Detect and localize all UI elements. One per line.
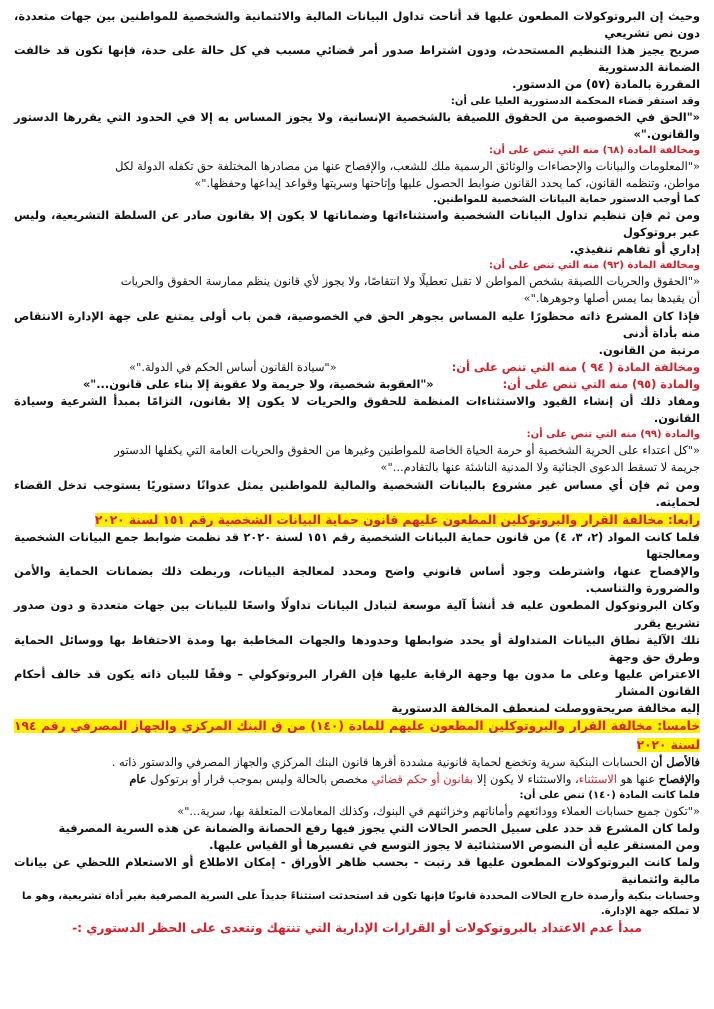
text-line: والإفصاح عنها، واشترطت وجود أساس قانوني واضح ومحدد لمعالجة البيانات، وربطت ذلك بضمانات الحماية والأمن والضرورة والتناسب. [14,564,700,596]
text-line: صريح يجيز هذا التنظيم المستحدث، ودون اشتراط صدور أمر قضائي مسبب في كل حالة على حدة، فإنها تكون قد خالفت الضمانة الدستورية [14,43,700,75]
text-span: عام [129,771,147,786]
text-line: الاعتراض عليها وعلى ما مدون بها وجهة الرقابة عليها فإن القرار البروتوكولي – وفقًا للبيان ذاته يكون قد خالف أحكام القانون المشار [14,666,700,699]
text-line [14,919,700,937]
text-line: ومن ثم فإن تنظيم تداول البيانات الشخصية واستثناءاتها وضماناتها لا يكون إلا بقانون صادر عن السلطة التشريعية، وليس عبر بروتوكول [14,207,700,240]
text-span: والإفصاح [658,771,700,786]
text-line [14,258,700,273]
text-line [14,376,700,393]
red-heading-text: والمادة (٩٩) منه التي تنص على أن: [526,429,700,441]
text-line: إداري أو تفاهم تنفيذي. [569,242,700,257]
text-line: ومفاد ذلك أن إنشاء القيود والاستثناءات المنظمة للحقوق والحريات لا يكون إلا بقانون، التزامًا بمبدأ الشرعية وسيادة القانون. [14,394,700,426]
text-span: ، والاستثناء لا يكون إلا [473,771,579,786]
text-line [14,771,700,788]
red-heading-text: ومخالفة المادة (٦٨) منه التي تنص على أن: [489,144,700,156]
text-span: عنها هو [616,771,659,786]
text-line [14,511,700,529]
text-line [14,717,700,754]
text-line: فإذا كان المشرع ذاته محظورًا عليه المساس بجوهر الحق في الخصوصية، فمن باب أولى يمتنع على جهة الإدارة الانتقاص منه بأداة أدنى [14,308,700,340]
text-line: وقد استقر قضاء المحكمة الدستورية العليا على أن: [450,95,700,107]
text-span: فالأصل أن [650,754,700,769]
text-line: ولما كانت البروتوكولات المطعون عليها قد رتبت - بحسب ظاهر الأوراق - إمكان الاطلاع أو الاستعلام اللحظي عن بيانات مالية وائتمانية [14,855,700,887]
text-line: وكان البروتوكول المطعون عليه قد أنشأ آلية موسعة لتبادل البيانات تداولًا واسعًا للبيانات بين جهات متعددة و دون صدور تشريع يقرر [14,598,700,630]
text-line: المقررة بالمادة (٥٧) من الدستور. [512,77,700,92]
text-line: ومن ثم فإن أي مساس غير مشروع بالبيانات الشخصية والمالية للمواطنين يمثل عدوانًا دستوريًا يستوجب تدخل القضاء لحمايته. [14,477,700,509]
red-heading-text: والمادة (٩٥) منه التي تنص على أن: [502,376,700,391]
text-line [14,359,700,376]
text-line: «"تكون جميع حسابات العملاء وودائعهم وأماناتهم وخزائنهم في البنوك، وكذلك المعاملات المتعلقة بها، سرية..."» [177,804,700,819]
red-heading-text: رابعا: مخالفة القرار والبروتوكلين المطعون عليهم قانون حماية البيانات الشخصية رقم ١٥١ لسنة ٢٠٢٠ [94,512,700,527]
text-line: مرتبة من القانون. [598,342,700,357]
text-line: جريمة لا تسقط الدعوى الجنائية ولا المدنية الناشئة عنها بالتقادم..."» [380,460,700,475]
text-line: تلك الآلية نطاق البيانات المتداولة أو يحدد ضوابطها وحدودها والجهات المخاطبة بها ومدة الاحتفاظ بها ووسائل الحماية وطرق حق وجهة [14,632,700,664]
text-line: لا تملكه جهة الإدارة. [600,905,700,917]
red-heading-text: الاستثناء [578,771,617,786]
red-heading-text: بقانون أو حكم قضائي [371,771,474,786]
text-line: «"المعلومات والبيانات والإحصاءات والوثائق الرسمية ملك للشعب، والإفصاح عنها من مصادرها المختلفة حق تكفله الدولة لكل [115,158,700,173]
text-line: «"الحق في الخصوصية من الحقوق اللصيقة بالشخصية الإنسانية، ولا يجوز المساس به إلا في الحدود التي يقررها الدستور والقانون."» [14,109,700,141]
text-line: ولما كان المشرع قد حدد على سبيل الحصر الحالات التي يجوز فيها رفع الحصانة والضمانة عن هذه السرية المصرفية [58,821,700,836]
text-span: «"سيادة القانون أساس الحكم في الدولة."» [129,359,337,374]
text-line: كما أوجب الدستور حماية البيانات الشخصية للمواطنين. [433,193,700,205]
text-line: وحيث إن البروتوكولات المطعون عليها قد أتاحت تداول البيانات المالية والائتمانية والشخصية للمواطنين بين جهات متعددة، دون نص تشريعي [14,9,700,41]
red-heading-text: ومخالفة المادة ( ٩٤ ) منه التي تنص على أن: [451,359,700,374]
text-line [14,143,700,158]
text-line: وحسابات بنكية وأرصدة خارج الحالات المحددة قانونًا فإنها تكون قد استحدثت استثناءً جديداً على السرية المصرفية بغير أداة تشريعية، وهو ما [21,890,700,902]
text-line: أن يقيدها بما يمس أصلها وجوهرها."» [523,291,700,306]
text-line [14,754,700,771]
text-span: «"العقوبة شخصية، ولا جريمة ولا عقوبة إلا بناء على قانون..."» [82,376,434,391]
text-line: فلما كانت المادة (١٤٠) تنص على أن: [519,790,700,802]
text-line [14,427,700,442]
red-heading-text: خامسا: مخالفة القرار والبروتوكلين المطعون عليهم للمادة (١٤٠) من ق البنك المركزي والجهاز المصرفي رقم ١٩٤ لسنة ٢٠٢٠ [14,719,700,752]
red-heading-text: مبدأ عدم الاعتداد بالبروتوكولات أو القرارات الإدارية التي تنتهك وتتعدى على الحظر الدستوري :- [72,920,642,935]
red-heading-text: ومخالفة المادة (٩٢) منه التي تنص على أن: [489,260,700,272]
text-line: مواطن، وتنظمه القانون، كما يحدد القانون ضوابط الحصول عليها وإتاحتها وسريتها وقواعد إيداعها وحفظها."» [194,175,700,190]
text-line: فلما كانت المواد (٢، ٣، ٤) من قانون حماية البيانات الشخصية رقم ١٥١ لسنة ٢٠٢٠ قد نظمت ضوابط جمع البيانات الشخصية ومعالجتها [14,530,700,562]
text-line: إليه مخالفة صريحةووصلت لمنعطف المخالفة الدستورية [391,701,700,716]
text-line: «"كل اعتداء على الحرية الشخصية أو حرمة الحياة الخاصة للمواطنين وغيرها من الحقوق والحريات العامة التي يكفلها الدستور [114,443,700,458]
text-span: مخصص بالحالة وليس بموجب قرار أو برتوكول [146,771,372,786]
text-span: الحسابات البنكية سرية وتخضع لحماية قانونية مشددة أقرها قانون البنك المركزي والجهاز المصرفي والدستور ذاته . [111,754,651,769]
text-line: ومن المستقر عليه أن النصوص الاستثنائية لا يجوز التوسع في تفسيرها أو القياس عليها. [209,838,700,853]
text-line: «"الحقوق والحريات اللصيقة بشخص المواطن لا تقبل تعطيلًا ولا انتقاصًا، ولا يجوز لأي قانون ينظم ممارسة الحقوق والحريات [120,274,700,289]
